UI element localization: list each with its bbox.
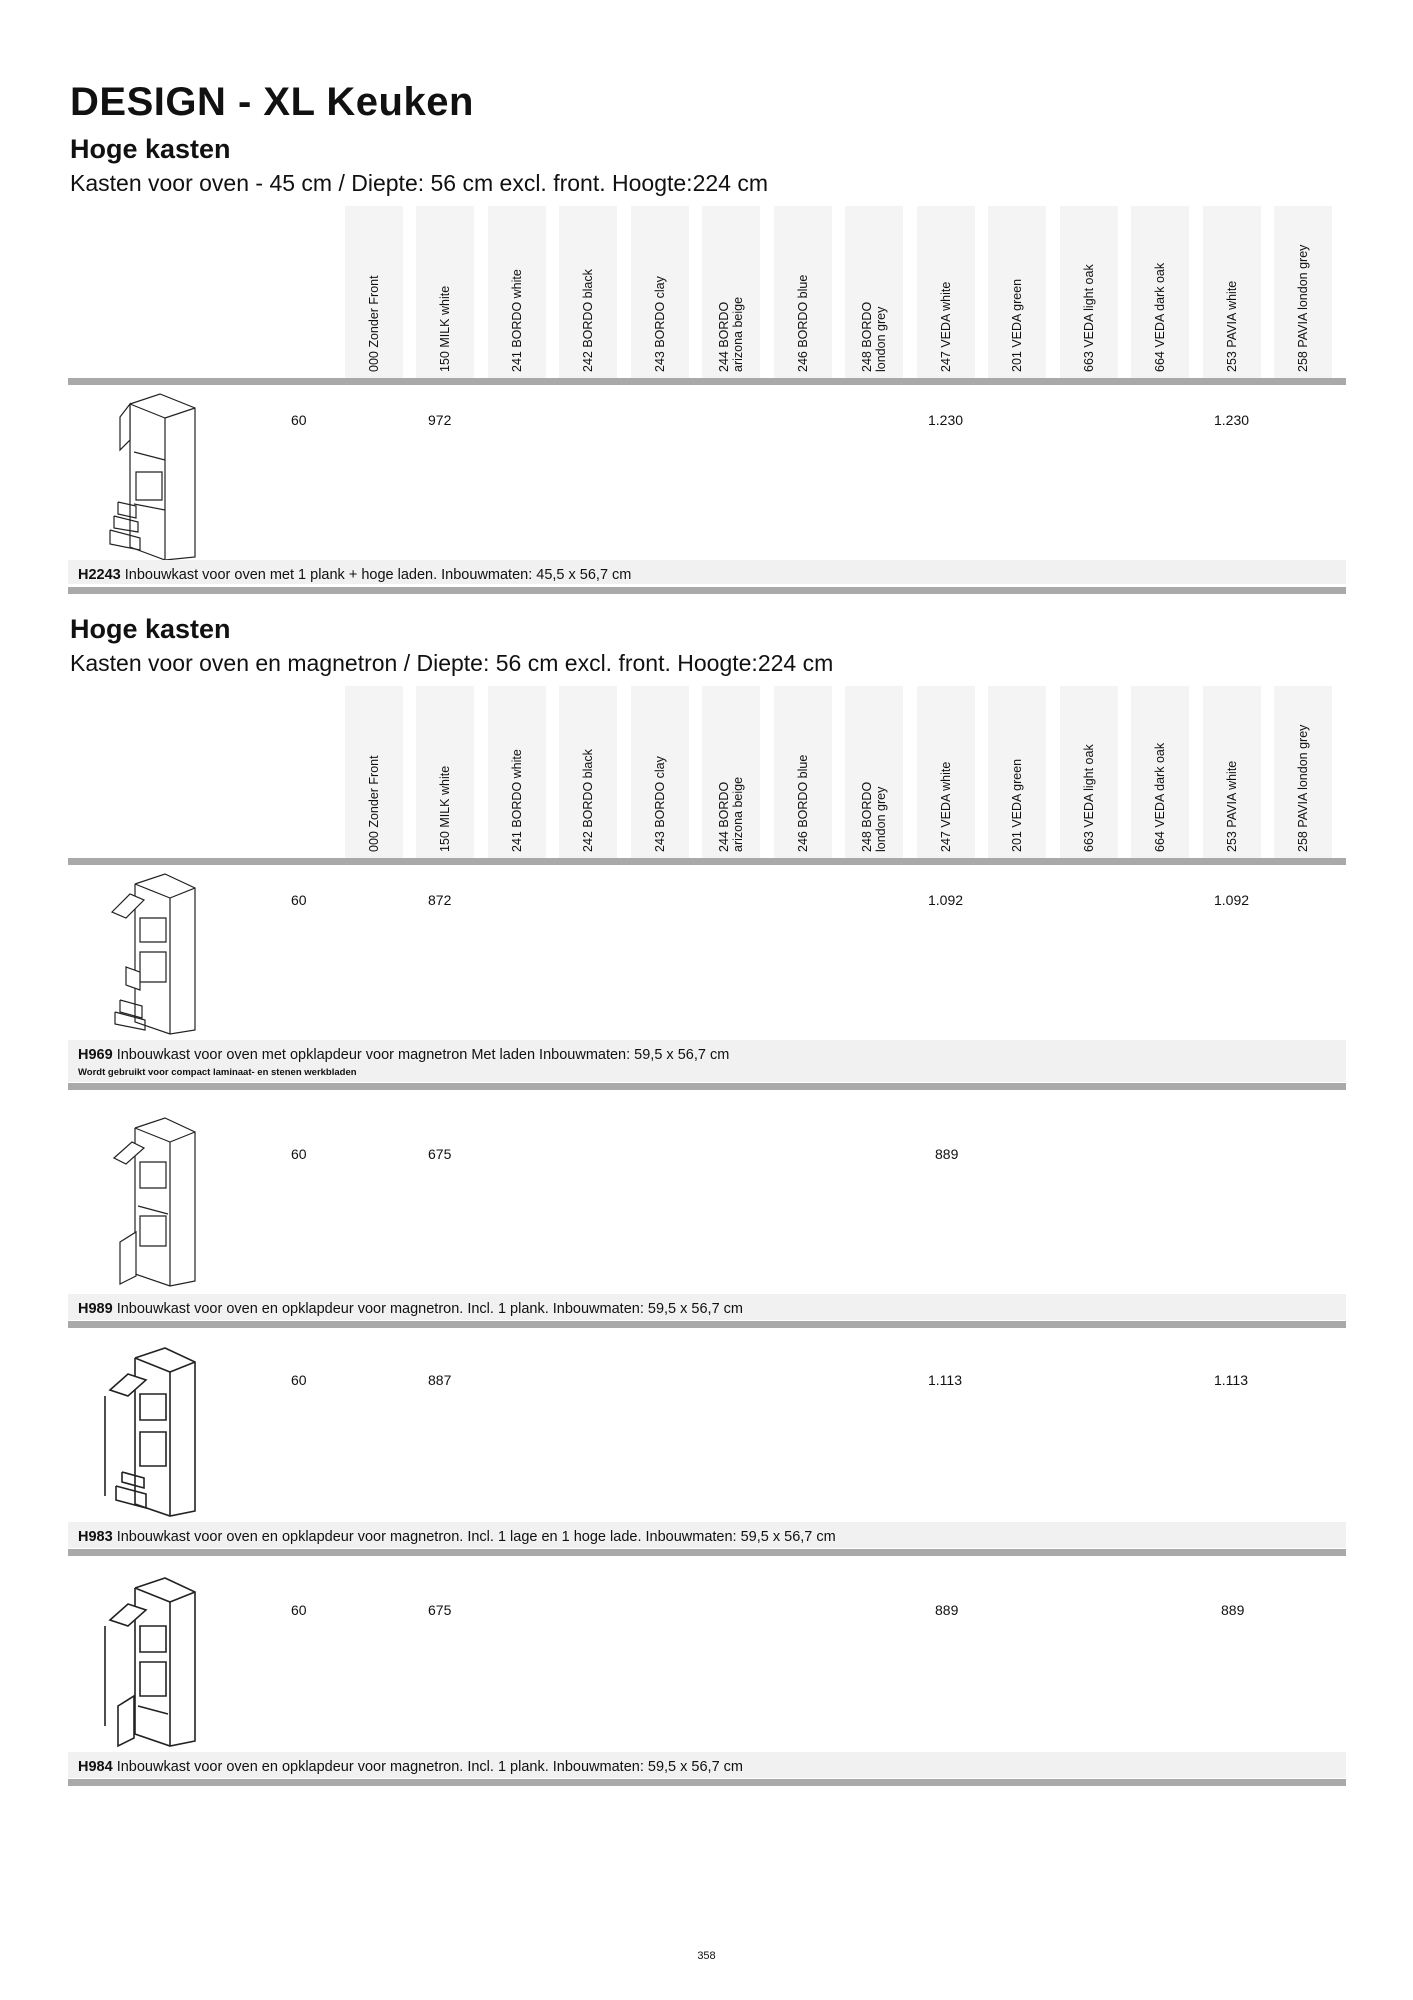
header-rule bbox=[68, 858, 1346, 865]
width-value: 60 bbox=[291, 1372, 307, 1388]
price-247: 1.230 bbox=[928, 412, 964, 428]
price-247: 889 bbox=[935, 1602, 959, 1618]
column-header: 150 MILK white bbox=[416, 686, 474, 858]
column-header: 000 Zonder Front bbox=[345, 686, 403, 858]
column-header: 244 BORDO arizona beige bbox=[702, 686, 760, 858]
column-header-row-2 bbox=[0, 686, 1413, 866]
row-rule bbox=[68, 1779, 1346, 1786]
width-value: 60 bbox=[291, 1602, 307, 1618]
column-header: 244 BORDO arizona beige bbox=[702, 206, 760, 378]
price-247: 1.113 bbox=[928, 1372, 962, 1388]
price-150: 887 bbox=[428, 1372, 452, 1388]
cabinet-drawing bbox=[100, 1576, 210, 1751]
price-150: 675 bbox=[428, 1602, 452, 1618]
column-header: 241 BORDO white bbox=[488, 686, 546, 858]
column-header: 248 BORDO london grey bbox=[845, 206, 903, 378]
column-header: 246 BORDO blue bbox=[774, 686, 832, 858]
header-rule bbox=[68, 378, 1346, 385]
description-bar bbox=[68, 1522, 1346, 1548]
item-code: H969 bbox=[78, 1047, 113, 1063]
column-header-row-1 bbox=[0, 206, 1413, 386]
item-code: H2243 bbox=[78, 567, 121, 583]
section-1-subtitle: Kasten voor oven - 45 cm / Diepte: 56 cm excl. front. Hoogte:224 cm bbox=[70, 170, 768, 196]
column-header: 243 BORDO clay bbox=[631, 206, 689, 378]
section-2-subtitle: Kasten voor oven en magnetron / Diepte: 56 cm excl. front. Hoogte:224 cm bbox=[70, 650, 834, 676]
column-header: 247 VEDA white bbox=[917, 686, 975, 858]
column-header: 663 VEDA light oak bbox=[1060, 686, 1118, 858]
column-header: 253 PAVIA white bbox=[1203, 206, 1261, 378]
column-header: 258 PAVIA london grey bbox=[1274, 686, 1332, 858]
section-1-title: Hoge kasten bbox=[70, 134, 231, 164]
cabinet-drawing bbox=[100, 392, 210, 562]
row-rule bbox=[68, 1083, 1346, 1090]
width-value: 60 bbox=[291, 1146, 307, 1162]
column-header: 242 BORDO black bbox=[559, 686, 617, 858]
description-bar bbox=[68, 1752, 1346, 1778]
price-150: 872 bbox=[428, 892, 452, 908]
item-description: H969 Inbouwkast voor oven met opklapdeur voor magnetron Met laden Inbouwmaten: 59,5 x 56,7 cm bbox=[78, 1047, 730, 1063]
item-code: H984 bbox=[78, 1759, 113, 1775]
cabinet-drawing bbox=[100, 1346, 210, 1521]
price-150: 675 bbox=[428, 1146, 452, 1162]
section-2-title: Hoge kasten bbox=[70, 614, 231, 644]
column-header: 664 VEDA dark oak bbox=[1131, 686, 1189, 858]
column-header: 253 PAVIA white bbox=[1203, 686, 1261, 858]
price-253: 1.092 bbox=[1214, 892, 1250, 908]
width-value: 60 bbox=[291, 412, 307, 428]
description-bar bbox=[68, 1294, 1346, 1320]
price-253: 889 bbox=[1221, 1602, 1245, 1618]
column-header: 247 VEDA white bbox=[917, 206, 975, 378]
item-code: H983 bbox=[78, 1529, 113, 1545]
description-bar bbox=[68, 1040, 1346, 1082]
column-header: 663 VEDA light oak bbox=[1060, 206, 1118, 378]
column-header: 248 BORDO london grey bbox=[845, 686, 903, 858]
cabinet-drawing bbox=[100, 1116, 210, 1291]
column-header: 201 VEDA green bbox=[988, 206, 1046, 378]
price-247: 1.092 bbox=[928, 892, 964, 908]
item-note: Wordt gebruikt voor compact laminaat- en stenen werkbladen bbox=[78, 1067, 357, 1078]
page-title: DESIGN - XL Keuken bbox=[70, 80, 474, 124]
width-value: 60 bbox=[291, 892, 307, 908]
column-header: 258 PAVIA london grey bbox=[1274, 206, 1332, 378]
item-description: H983 Inbouwkast voor oven en opklapdeur voor magnetron. Incl. 1 lage en 1 hoge lade. Inbouwmaten: 59,5 x 56,7 cm bbox=[78, 1529, 836, 1545]
column-header: 243 BORDO clay bbox=[631, 686, 689, 858]
column-header: 242 BORDO black bbox=[559, 206, 617, 378]
item-description: H989 Inbouwkast voor oven en opklapdeur voor magnetron. Incl. 1 plank. Inbouwmaten: 59,5 x 56,7 cm bbox=[78, 1301, 743, 1317]
row-rule bbox=[68, 1549, 1346, 1556]
item-code: H989 bbox=[78, 1301, 113, 1317]
item-description: H984 Inbouwkast voor oven en opklapdeur voor magnetron. Incl. 1 plank. Inbouwmaten: 59,5 x 56,7 cm bbox=[78, 1759, 743, 1775]
item-description: H2243 Inbouwkast voor oven met 1 plank + hoge laden. Inbouwmaten: 45,5 x 56,7 cm bbox=[78, 567, 632, 583]
price-253: 1.230 bbox=[1214, 412, 1250, 428]
row-rule bbox=[68, 1321, 1346, 1328]
description-bar bbox=[68, 560, 1346, 584]
page-number: 358 bbox=[697, 1950, 716, 1962]
price-247: 889 bbox=[935, 1146, 959, 1162]
column-header: 000 Zonder Front bbox=[345, 206, 403, 378]
price-253: 1.113 bbox=[1214, 1372, 1248, 1388]
column-header: 246 BORDO blue bbox=[774, 206, 832, 378]
column-header: 150 MILK white bbox=[416, 206, 474, 378]
column-header: 664 VEDA dark oak bbox=[1131, 206, 1189, 378]
column-header: 241 BORDO white bbox=[488, 206, 546, 378]
row-rule bbox=[68, 587, 1346, 594]
price-150: 972 bbox=[428, 412, 452, 428]
cabinet-drawing bbox=[100, 872, 210, 1037]
column-header: 201 VEDA green bbox=[988, 686, 1046, 858]
